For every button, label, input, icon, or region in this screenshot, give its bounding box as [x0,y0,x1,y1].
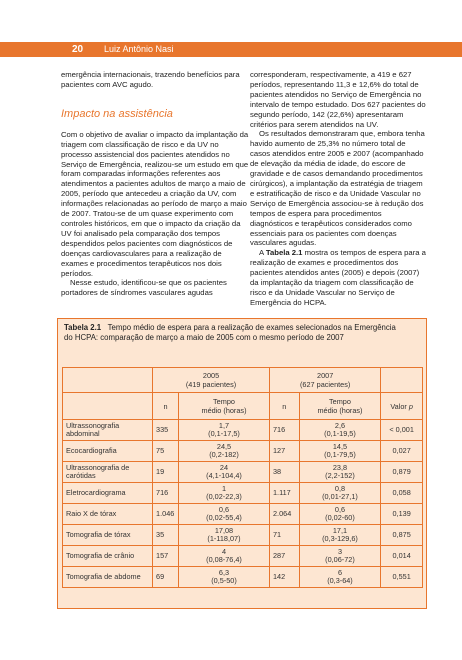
range-value: (0,02-55,4) [206,513,242,522]
range-value: (1-118,07) [207,534,241,543]
exam-name-cell: Raio X de tórax [63,504,153,525]
tempo-2007-cell [299,483,381,504]
mean-value: 0,6 [218,504,230,514]
p-value-cell: 0,139 [381,504,423,525]
tempo-2005-cell [178,483,269,504]
range-value: (0,1-19,5) [324,429,356,438]
mean-value: 1,7 [218,420,230,430]
tempo-2005-cell [178,546,269,567]
mean-value: 24 [219,462,229,472]
table-header-cell [63,393,153,420]
table-row [63,420,423,441]
author-name: Luiz Antônio Nasi [104,44,174,54]
group-count: (419 pacientes) [185,380,237,389]
text-span: mostra os tempos de espera para a realização de exames e procedimentos dos pacientes atendidos antes (2005) e depois (2007) da implantação da triagem com classificação de risco e da Unidade Vascular no Serviço de Emergência do HCPA. [250,248,426,307]
n-2007-cell: 38 [270,462,300,483]
section-title: Impacto na assistência [61,107,173,120]
tempo-label: médio (horas) [201,406,247,415]
body-paragraph: Com o objetivo de avaliar o impacto da implantação da triagem com classificação de risco e da UV no processo assistencial dos pacientes atendidos no Serviço de Emergência, realizou-se um estudo em que foram comparadas informações referentes aos atendimentos a pacientes adultos de março a maio de 2005, período que antecedeu a criação da UV, com informações relacionadas ao período de março a maio de 2007. Tratou-se de um quase experimento com controles históricos, em que o impacto da criação da UV foi analisado pela comparação dos tempos despendidos pelos pacientes com diagnósticos de doenças cardiovasculares para a realização de exames e procedimentos terapêuticos nos dois períodos. [61,129,249,278]
p-value-cell: 0,027 [381,441,423,462]
table-caption [64,323,404,343]
n-2005-cell: 35 [153,525,179,546]
tempo-2007-cell [299,546,381,567]
text-span: A [259,248,266,258]
n-2005-cell: 716 [153,483,179,504]
range-value: (0,02-60) [325,513,355,522]
n-2005-cell: 335 [153,420,179,441]
tempo-2007-cell [299,462,381,483]
range-value: (0,5-50) [211,576,237,585]
n-2007-cell: 142 [270,567,300,588]
body-paragraph: Os resultados demonstraram que, embora tenha havido aumento de 25,3% no número total de casos atendidos entre 2005 e 2007 (acompanhado de elevação da média de idade, do escore de gravidade e de casos demandando procedimentos cirúrgicos), a implantação da estratégia de triagem e estratificação de risco e da Unidade Vascular no Serviço de Emergência associou-se à redução dos tempos de espera para procedimentos diagnósticos e terapêuticos considerados como essenciais para os pacientes com doenças vasculares agudas. [250,129,425,248]
exam-name-cell: Ecocardiografia [63,441,153,462]
tempo-2005-cell [178,567,269,588]
data-table [62,367,423,588]
table-reference: Tabela 2.1 [265,248,303,258]
range-value: (0,06-72) [325,555,355,564]
tempo-2005-cell [178,525,269,546]
tempo-2007-cell [299,567,381,588]
table-row [63,441,423,462]
body-paragraph: Nesse estudo, identificou-se que os pacientes portadores de síndromes vasculares agudas [61,278,227,298]
table-body [63,420,423,588]
table-box [57,318,427,609]
table-caption-text: Tempo médio de espera para a realização de exames selecionados na Emergência do HCPA: comparação de março a maio de 2005 com o mesmo período de 2007 [64,323,396,342]
col-n-header: n [153,393,179,420]
tempo-2005-cell [178,462,269,483]
mean-value: 2,6 [334,420,346,430]
table-row [63,546,423,567]
mean-value: 6,3 [218,567,230,577]
mean-value: 6 [337,567,342,577]
group-2005-header [153,368,270,393]
exam-name-cell: Tomografia de abdome [63,567,153,588]
range-value: (0,1-17,5) [208,429,240,438]
group-2007-header [270,368,381,393]
range-value: (0,02-22,3) [206,492,242,501]
table-label: Tabela 2.1 [64,323,102,332]
page-number: 20 [72,44,84,55]
table-group-header-row [63,368,423,393]
n-2007-cell: 1.117 [270,483,300,504]
mean-value: 0,6 [334,504,346,514]
exam-name-cell: Tomografia de tórax [63,525,153,546]
p-value-cell: 0,879 [381,462,423,483]
exam-name-cell: Ultrassonografia de carótidas [63,462,153,483]
tempo-2005-cell [178,441,269,462]
col-valor-p-header [381,393,423,420]
range-value: (0,3-64) [327,576,353,585]
mean-value: 17,08 [214,525,234,535]
tempo-2007-cell [299,420,381,441]
n-2005-cell: 1.046 [153,504,179,525]
mean-value: 14,5 [332,441,348,451]
range-value: (2,2-152) [325,471,355,480]
col-n-header: n [270,393,300,420]
mean-value: 0,8 [334,483,346,493]
n-2007-cell: 71 [270,525,300,546]
table-header-cell [63,368,153,393]
mean-value: 24,5 [216,441,232,451]
tempo-label: Tempo [213,397,235,406]
range-value: (4,1-104,4) [206,471,242,480]
exam-name-cell: Ultrassonografia abdominal [63,420,153,441]
mean-value: 23,8 [332,462,348,472]
left-column [61,70,249,298]
tempo-label: médio (horas) [317,406,363,415]
exam-name-cell: Tomografia de crânio [63,546,153,567]
col-tempo-header [178,393,269,420]
range-value: (0,01-27,1) [322,492,358,501]
tempo-label: Tempo [329,397,351,406]
body-paragraph: corresponderam, respectivamente, a 419 e 627 períodos, representando 11,3 e 12,6% do total de pacientes atendidos no Serviço de Emergência no intervalo de tempo estudado. Dos 627 pacientes do segundo período, 142 (22,6%) apresentaram critérios para serem atendidos na UV. [250,70,426,129]
range-value: (0,2-182) [209,450,239,459]
body-paragraph [250,248,426,307]
n-2007-cell: 127 [270,441,300,462]
range-value: (0,08-76,4) [206,555,242,564]
n-2007-cell: 716 [270,420,300,441]
p-value-cell: 0,014 [381,546,423,567]
intro-paragraph: emergência internacionais, trazendo benefícios para pacientes com AVC agudo. [61,70,240,89]
p-value-cell: 0,551 [381,567,423,588]
mean-value: 4 [221,546,227,556]
mean-value: 17,1 [332,525,348,535]
table-row [63,525,423,546]
tempo-2007-cell [299,525,381,546]
n-2005-cell: 75 [153,441,179,462]
n-2005-cell: 69 [153,567,179,588]
right-column [250,70,426,308]
valor-label: Valor [390,401,409,411]
mean-value: 1 [221,483,227,493]
group-year: 2007 [317,371,334,380]
p-value-cell: 0,058 [381,483,423,504]
n-2007-cell: 2.064 [270,504,300,525]
mean-value: 3 [337,546,342,556]
range-value: (0,3-129,6) [322,534,358,543]
p-value-cell: 0,875 [381,525,423,546]
table-header-cell [381,368,423,393]
table-row [63,567,423,588]
table-subheader-row [63,393,423,420]
p-value-cell: < 0,001 [381,420,423,441]
header-bar [0,42,462,57]
group-count: (627 pacientes) [300,380,351,389]
n-2007-cell: 287 [270,546,300,567]
tempo-2005-cell [178,504,269,525]
group-year: 2005 [202,371,220,380]
col-tempo-header [299,393,381,420]
tempo-2007-cell [299,504,381,525]
n-2005-cell: 157 [153,546,179,567]
table-row [63,504,423,525]
table-row [63,483,423,504]
exam-name-cell: Eletrocardiograma [63,483,153,504]
range-value: (0,1-79,5) [324,450,356,459]
n-2005-cell: 19 [153,462,179,483]
p-label: p [408,401,413,411]
tempo-2005-cell [178,420,269,441]
tempo-2007-cell [299,441,381,462]
table-row [63,462,423,483]
